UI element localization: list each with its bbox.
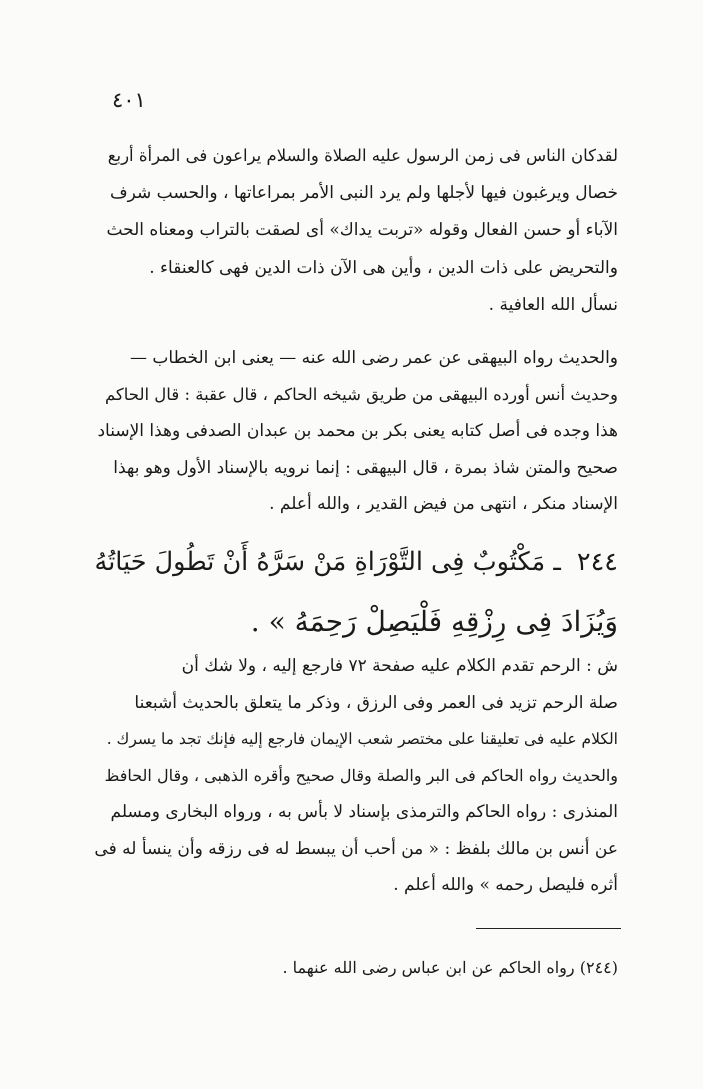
hadith-line-2: وَيُزَادَ فِى رِزْقِهِ فَلْيَصِلْ رَحِمَهُ » .	[250, 605, 618, 638]
text-line: لقدكان الناس فى زمن الرسول عليه الصلاة والسلام يراعون فى المرأة أربع	[107, 146, 618, 165]
hadith-dash: ـ	[553, 547, 561, 577]
text-line: صحيح والمتن شاذ بمرة ، قال البيهقى : إنما نرويه بالإسناد الأول وهو بهذا	[113, 457, 618, 478]
paragraph-commentary-1	[93, 137, 618, 325]
text-line: المنذرى : رواه الحاكم والترمذى بإسناد لا بأس به ، ورواه البخارى ومسلم	[110, 802, 618, 822]
text-line: صلة الرحم تزيد فى العمر وفى الرزق ، وذكر ما يتعلق بالحديث أشبعنا	[134, 692, 618, 713]
hadith-number: ٢٤٤	[576, 547, 618, 577]
footnote: (٢٤٤) رواه الحاكم عن ابن عباس رضى الله عنهما .	[282, 958, 618, 977]
hadith-text	[93, 532, 618, 652]
text-line: والحديث رواه البيهقى عن عمر رضى الله عنه — يعنى ابن الخطاب —	[129, 348, 618, 368]
text-line: الآباء أو حسن الفعال وقوله «تربت يداك» أى لصقت بالتراب ومعناه الحث	[106, 220, 618, 240]
text-line: وحديث أنس أورده البيهقى من طريق شيخه الحاكم ، قال عقبة : قال الحاكم	[104, 384, 618, 404]
paragraph-commentary-2	[93, 340, 618, 523]
text-line: خصال ويرغبون فيها لأجلها ولم يرد النبى الأمر بمراعاتها ، والحسب شرف	[110, 182, 618, 203]
hadith-line	[93, 532, 618, 592]
page-number: ٤٠١	[112, 88, 146, 112]
text-line: الإسناد منكر ، انتهى من فيض القدير ، والله أعلم .	[269, 494, 618, 514]
paragraph-explanation	[93, 648, 618, 904]
text-line: هذا وجده فى أصل كتابه يعنى بكر بن محمد بن عبدان الصدفى وهذا الإسناد	[97, 421, 618, 441]
text-line: الكلام عليه فى تعليقنا على مختصر شعب الإيمان فارجع إليه فإنك تجد ما يسرك .	[106, 730, 618, 748]
text-line: نسأل الله العافية .	[488, 295, 618, 315]
hadith-line-1: مَكْتُوبٌ فِى التَّوْرَاةِ مَنْ سَرَّهُ أَنْ تَطُولَ حَيَاتُهُ	[94, 547, 546, 577]
text-line: ش : الرحم تقدم الكلام عليه صفحة ٧٢ فارجع إليه ، ولا شك أن	[181, 656, 618, 676]
text-line: والحديث رواه الحاكم فى البر والصلة وقال صحيح وأقره الذهبى ، وقال الحافظ	[104, 765, 618, 785]
footnote-divider	[476, 928, 621, 929]
text-line: أثره فليصل رحمه » والله أعلم .	[393, 875, 618, 895]
text-line: عن أنس بن مالك بلفظ : « من أحب أن يبسط له فى رزقه وأن ينسأ له فى	[94, 838, 618, 859]
text-line: والتحريض على ذات الدين ، وأين هى الآن ذات الدين فهى كالعنقاء .	[149, 257, 618, 278]
